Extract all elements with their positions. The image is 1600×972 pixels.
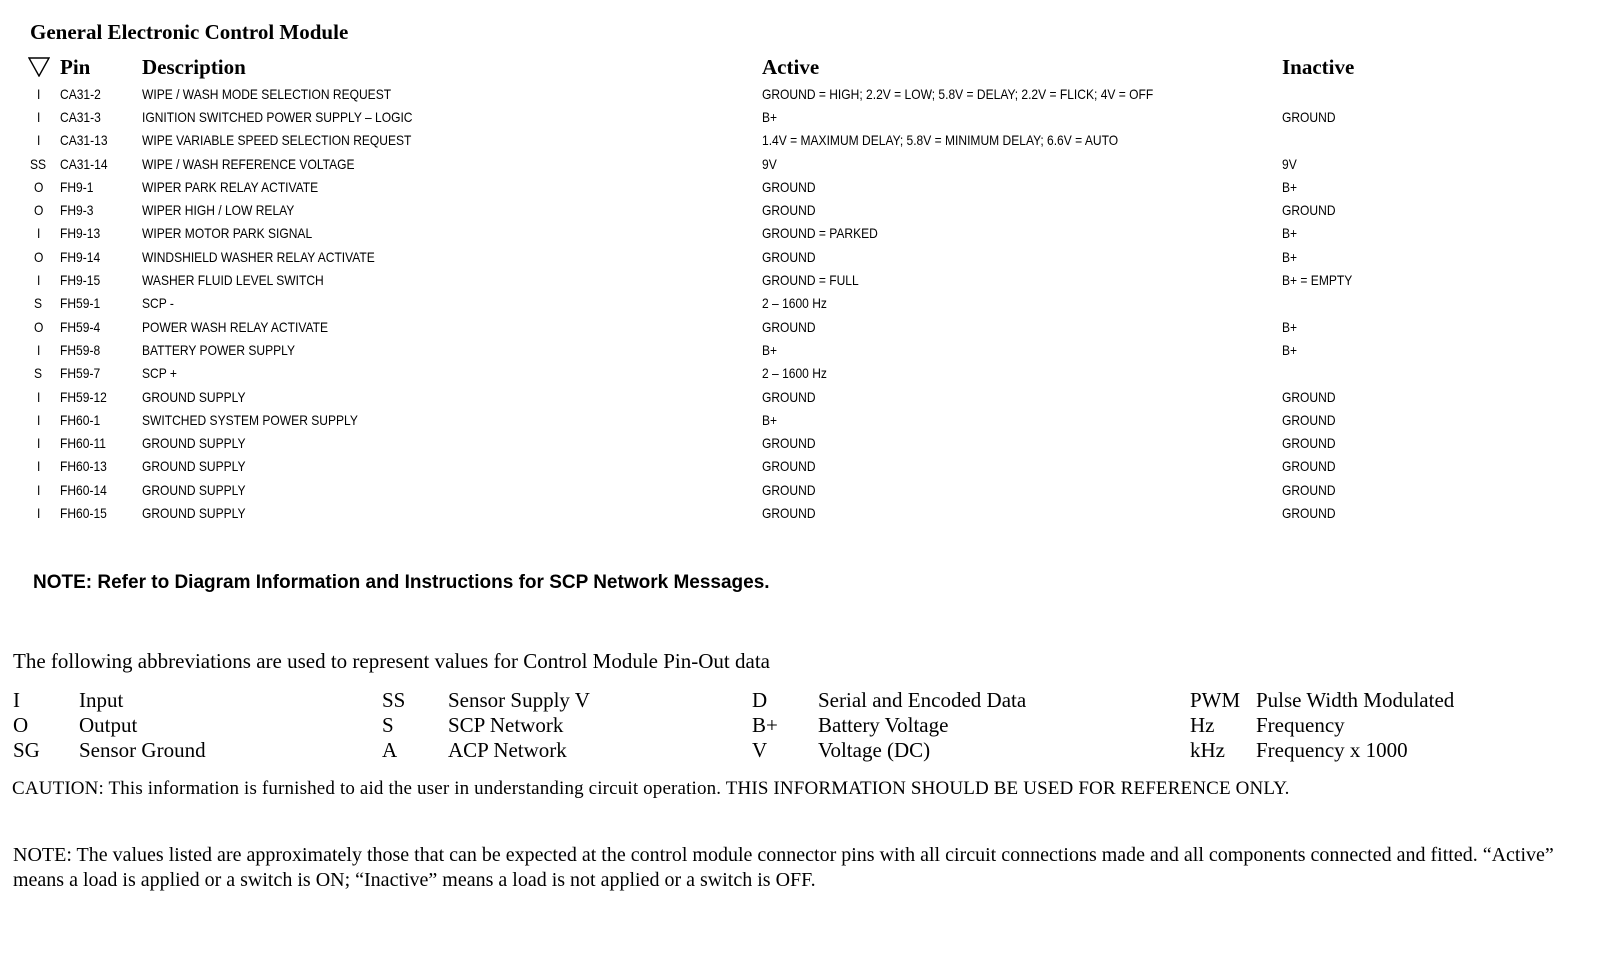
inactive-cell-text: GROUND [1282, 388, 1336, 405]
pin-cell-text: CA31-3 [60, 108, 101, 125]
type-cell [18, 198, 60, 221]
triangle-down-icon [28, 57, 50, 77]
description-cell-text: WASHER FLUID LEVEL SWITCH [142, 272, 324, 289]
description-cell-text: GROUND SUPPLY [142, 481, 246, 498]
pin-cell-text: FH60-11 [60, 435, 106, 452]
description-cell-text: BATTERY POWER SUPPLY [142, 341, 295, 358]
inactive-column-header: Inactive [1282, 54, 1355, 79]
inactive-cell-text: B+ [1282, 225, 1298, 242]
table-row [18, 198, 1582, 221]
inactive-cell-text: 9V [1282, 155, 1297, 172]
description-cell [142, 431, 762, 454]
type-cell-text: O [33, 178, 43, 195]
description-cell [142, 82, 762, 105]
description-cell [142, 129, 762, 152]
active-cell-text: GROUND [762, 178, 816, 195]
table-row [18, 362, 1582, 385]
abbreviation-code: D [752, 688, 768, 712]
active-cell-text: B+ [762, 341, 778, 358]
type-cell-text: I [37, 435, 41, 452]
description-cell [142, 385, 762, 408]
table-row [18, 501, 1582, 524]
pin-cell [60, 268, 142, 291]
page-title: General Electronic Control Module [30, 20, 349, 44]
description-cell-text: WIPE / WASH REFERENCE VOLTAGE [142, 155, 355, 172]
table-row [18, 152, 1582, 175]
pin-cell-text: FH59-7 [60, 365, 101, 382]
abbreviation-code: Hz [1190, 713, 1215, 737]
type-cell [18, 431, 60, 454]
type-cell-text: I [37, 481, 41, 498]
table-header-row [18, 52, 1582, 82]
active-cell [762, 198, 1282, 221]
pin-cell-text: FH9-1 [60, 178, 94, 195]
abbreviation-column [752, 688, 1026, 763]
abbreviation-code: kHz [1190, 738, 1225, 762]
type-cell-text: I [37, 504, 41, 521]
description-cell [142, 268, 762, 291]
description-cell-text: GROUND SUPPLY [142, 435, 246, 452]
type-cell-text: O [33, 202, 43, 219]
type-cell [18, 315, 60, 338]
table-row [18, 408, 1582, 431]
description-cell [142, 245, 762, 268]
active-column-header: Active [762, 54, 820, 79]
inactive-cell [1282, 385, 1582, 408]
pin-cell-text: FH9-13 [60, 225, 101, 242]
inactive-cell [1282, 245, 1582, 268]
inactive-cell [1282, 292, 1582, 315]
active-cell-text: GROUND [762, 388, 816, 405]
inactive-cell-text: B+ [1282, 248, 1298, 265]
inactive-cell [1282, 198, 1582, 221]
active-cell [762, 315, 1282, 338]
abbreviation-meaning: Voltage (DC) [818, 738, 931, 762]
table-row [18, 478, 1582, 501]
active-cell [762, 362, 1282, 385]
description-cell-text: WIPE VARIABLE SPEED SELECTION REQUEST [142, 132, 412, 149]
active-cell-text: GROUND [762, 435, 816, 452]
abbreviation-item [752, 713, 1026, 738]
abbreviation-item [13, 688, 206, 713]
type-cell [18, 501, 60, 524]
pin-cell [60, 478, 142, 501]
table-row [18, 385, 1582, 408]
description-cell-text: WIPER PARK RELAY ACTIVATE [142, 178, 319, 195]
abbreviation-code: B+ [752, 713, 778, 737]
active-cell [762, 338, 1282, 361]
type-cell [18, 82, 60, 105]
type-cell-text: S [34, 365, 43, 382]
table-row [18, 82, 1582, 105]
description-cell-text: POWER WASH RELAY ACTIVATE [142, 318, 328, 335]
abbreviation-column [13, 688, 206, 763]
table-row [18, 292, 1582, 315]
type-cell [18, 455, 60, 478]
type-cell-text: I [37, 85, 41, 102]
pin-cell-text: FH9-14 [60, 248, 101, 265]
pin-cell [60, 198, 142, 221]
pin-cell-text: FH59-8 [60, 341, 101, 358]
type-cell [18, 245, 60, 268]
active-cell [762, 129, 1282, 152]
description-cell [142, 222, 762, 245]
inactive-cell-text: B+ = EMPTY [1282, 272, 1353, 289]
type-cell [18, 105, 60, 128]
table-row [18, 268, 1582, 291]
active-cell-text: 9V [762, 155, 777, 172]
pin-cell [60, 152, 142, 175]
pin-cell [60, 129, 142, 152]
active-cell [762, 82, 1282, 105]
inactive-cell [1282, 82, 1582, 105]
inactive-cell [1282, 129, 1582, 152]
abbreviation-item [1190, 738, 1454, 763]
active-cell [762, 268, 1282, 291]
active-cell [762, 431, 1282, 454]
inactive-cell-text: GROUND [1282, 481, 1336, 498]
active-cell-text: GROUND [762, 458, 816, 475]
abbreviation-item [1190, 688, 1454, 713]
abbreviation-item [752, 688, 1026, 713]
pin-cell-text: CA31-13 [60, 132, 108, 149]
description-cell-text: WIPER HIGH / LOW RELAY [142, 202, 295, 219]
pin-cell [60, 385, 142, 408]
pinout-table-body [18, 82, 1582, 525]
type-cell [18, 478, 60, 501]
pin-cell-text: FH60-1 [60, 411, 101, 428]
active-cell-text: GROUND = HIGH; 2.2V = LOW; 5.8V = DELAY; 2.2V = FLICK; 4V = OFF [762, 85, 1154, 102]
active-cell [762, 152, 1282, 175]
abbreviations-intro: The following abbreviations are used to represent values for Control Module Pin-Out data [13, 649, 770, 673]
active-cell-text: GROUND [762, 481, 816, 498]
description-cell [142, 338, 762, 361]
type-cell [18, 385, 60, 408]
inactive-cell [1282, 408, 1582, 431]
pin-cell [60, 408, 142, 431]
type-column-header [18, 52, 60, 82]
active-cell [762, 245, 1282, 268]
pin-cell-text: FH59-4 [60, 318, 101, 335]
type-cell-text: I [37, 108, 41, 125]
active-cell [762, 408, 1282, 431]
pin-cell [60, 338, 142, 361]
active-cell [762, 501, 1282, 524]
active-cell [762, 478, 1282, 501]
description-column-header: Description [142, 54, 246, 79]
active-cell [762, 385, 1282, 408]
active-cell-text: GROUND [762, 318, 816, 335]
abbreviation-item [382, 688, 590, 713]
inactive-cell-text: GROUND [1282, 504, 1336, 521]
active-cell [762, 222, 1282, 245]
description-cell-text: WIPER MOTOR PARK SIGNAL [142, 225, 313, 242]
description-cell-text: GROUND SUPPLY [142, 388, 246, 405]
abbreviation-code: SS [382, 688, 406, 712]
type-cell-text: SS [29, 155, 46, 172]
abbreviation-item [752, 738, 1026, 763]
pin-cell-text: FH60-15 [60, 504, 107, 521]
abbreviation-meaning: Battery Voltage [818, 713, 949, 737]
pin-cell-text: FH59-12 [60, 388, 107, 405]
table-row [18, 315, 1582, 338]
inactive-cell [1282, 222, 1582, 245]
inactive-cell [1282, 501, 1582, 524]
description-cell [142, 455, 762, 478]
description-cell [142, 198, 762, 221]
abbreviation-code: PWM [1190, 688, 1241, 712]
abbreviation-meaning: Frequency x 1000 [1256, 738, 1408, 762]
abbreviation-code: S [382, 713, 394, 737]
abbreviation-meaning: Sensor Supply V [448, 688, 590, 712]
scp-network-note: NOTE: Refer to Diagram Information and Instructions for SCP Network Messages. [33, 572, 770, 593]
active-cell-text: GROUND = PARKED [762, 225, 878, 242]
type-cell-text: I [37, 458, 41, 475]
inactive-cell-text: B+ [1282, 318, 1298, 335]
inactive-cell-text: GROUND [1282, 435, 1336, 452]
pin-cell [60, 105, 142, 128]
description-cell [142, 292, 762, 315]
active-cell-text: GROUND [762, 504, 816, 521]
pin-cell [60, 245, 142, 268]
active-cell [762, 175, 1282, 198]
pin-cell [60, 292, 142, 315]
abbreviation-item [13, 738, 206, 763]
inactive-cell [1282, 431, 1582, 454]
type-cell [18, 129, 60, 152]
type-cell-text: I [37, 411, 41, 428]
inactive-cell [1282, 268, 1582, 291]
abbreviation-item [382, 713, 590, 738]
inactive-cell-text: GROUND [1282, 202, 1336, 219]
abbreviation-meaning: Sensor Ground [79, 738, 206, 762]
pin-cell-text: FH60-14 [60, 481, 107, 498]
abbreviation-code: V [752, 738, 768, 762]
description-cell-text: GROUND SUPPLY [142, 458, 246, 475]
active-cell-text: GROUND [762, 248, 816, 265]
table-row [18, 431, 1582, 454]
pin-column-header: Pin [60, 54, 91, 79]
abbreviation-code: A [382, 738, 398, 762]
active-cell-text: 1.4V = MAXIMUM DELAY; 5.8V = MINIMUM DELAY; 6.6V = AUTO [762, 132, 1119, 149]
type-cell [18, 152, 60, 175]
abbreviation-item [13, 713, 206, 738]
inactive-cell [1282, 362, 1582, 385]
description-cell [142, 315, 762, 338]
type-cell-text: I [37, 272, 41, 289]
inactive-cell [1282, 455, 1582, 478]
pin-cell [60, 455, 142, 478]
pin-cell-text: FH60-13 [60, 458, 107, 475]
type-cell-text: O [33, 318, 43, 335]
table-row [18, 245, 1582, 268]
inactive-cell-text: GROUND [1282, 108, 1336, 125]
inactive-cell-text: GROUND [1282, 411, 1336, 428]
abbreviation-item [1190, 713, 1454, 738]
description-cell-text: WINDSHIELD WASHER RELAY ACTIVATE [142, 248, 375, 265]
type-cell-text: I [37, 132, 41, 149]
pin-cell-text: FH9-3 [60, 202, 94, 219]
active-cell-text: 2 – 1600 Hz [762, 295, 827, 312]
type-cell [18, 362, 60, 385]
active-cell [762, 292, 1282, 315]
table-row [18, 222, 1582, 245]
inactive-cell [1282, 105, 1582, 128]
inactive-cell [1282, 175, 1582, 198]
table-row [18, 105, 1582, 128]
description-cell-text: WIPE / WASH MODE SELECTION REQUEST [142, 85, 392, 102]
type-cell-text: I [37, 341, 41, 358]
table-row [18, 129, 1582, 152]
pin-cell-text: FH9-15 [60, 272, 101, 289]
type-cell [18, 338, 60, 361]
table-row [18, 175, 1582, 198]
pin-cell [60, 501, 142, 524]
pin-cell [60, 175, 142, 198]
table-row [18, 338, 1582, 361]
inactive-cell [1282, 152, 1582, 175]
type-cell-text: I [37, 225, 41, 242]
inactive-cell-text: GROUND [1282, 458, 1336, 475]
pin-cell [60, 82, 142, 105]
description-cell [142, 105, 762, 128]
active-cell-text: B+ [762, 108, 778, 125]
values-note: NOTE: The values listed are approximately those that can be expected at the control module connector pins with all circuit connections made and all components connected and fitted. “Active” means a load is applied or a switch is ON; “Inactive” means a load is not applied or a switch is OFF. [13, 844, 1554, 891]
pin-cell [60, 315, 142, 338]
active-cell-text: 2 – 1600 Hz [762, 365, 827, 382]
caution-note: CAUTION: This information is furnished to aid the user in understanding circuit operation. THIS INFORMATION SHOULD BE USED FOR REFERENCE ONLY. [12, 778, 1290, 799]
abbreviation-meaning: ACP Network [448, 738, 567, 762]
pin-cell-text: FH59-1 [60, 295, 101, 312]
type-cell-text: I [37, 388, 41, 405]
abbreviation-column [1190, 688, 1454, 763]
type-cell-text: O [33, 248, 43, 265]
inactive-cell-text: B+ [1282, 178, 1298, 195]
description-cell [142, 478, 762, 501]
description-cell-text: IGNITION SWITCHED POWER SUPPLY – LOGIC [142, 108, 413, 125]
table-row [18, 455, 1582, 478]
active-cell-text: B+ [762, 411, 778, 428]
pin-cell [60, 362, 142, 385]
description-cell [142, 501, 762, 524]
abbreviation-meaning: SCP Network [448, 713, 564, 737]
type-cell [18, 408, 60, 431]
active-cell-text: GROUND [762, 202, 816, 219]
abbreviation-meaning: Input [79, 688, 124, 712]
type-cell [18, 292, 60, 315]
description-cell [142, 408, 762, 431]
pin-cell-text: CA31-14 [60, 155, 108, 172]
inactive-cell [1282, 478, 1582, 501]
description-cell-text: SCP - [142, 295, 174, 312]
description-cell-text: GROUND SUPPLY [142, 504, 246, 521]
inactive-cell [1282, 338, 1582, 361]
description-cell [142, 152, 762, 175]
type-cell [18, 268, 60, 291]
active-cell [762, 455, 1282, 478]
pin-cell [60, 222, 142, 245]
type-cell [18, 222, 60, 245]
type-cell [18, 175, 60, 198]
inactive-cell [1282, 315, 1582, 338]
pin-cell-text: CA31-2 [60, 85, 101, 102]
abbreviation-code: I [13, 688, 20, 712]
description-cell [142, 362, 762, 385]
abbreviation-column [382, 688, 590, 763]
abbreviation-meaning: Serial and Encoded Data [818, 688, 1027, 712]
active-cell [762, 105, 1282, 128]
inactive-cell-text: B+ [1282, 341, 1298, 358]
description-cell-text: SWITCHED SYSTEM POWER SUPPLY [142, 411, 358, 428]
abbreviation-code: O [13, 713, 29, 737]
description-cell-text: SCP + [142, 365, 177, 382]
abbreviation-item [382, 738, 590, 763]
abbreviation-meaning: Pulse Width Modulated [1256, 688, 1455, 712]
pinout-table [18, 52, 1582, 525]
type-cell-text: S [34, 295, 43, 312]
abbreviation-code: SG [13, 738, 40, 762]
description-cell [142, 175, 762, 198]
active-cell-text: GROUND = FULL [762, 272, 859, 289]
abbreviation-meaning: Frequency [1256, 713, 1345, 737]
abbreviation-meaning: Output [79, 713, 138, 737]
pin-cell [60, 431, 142, 454]
